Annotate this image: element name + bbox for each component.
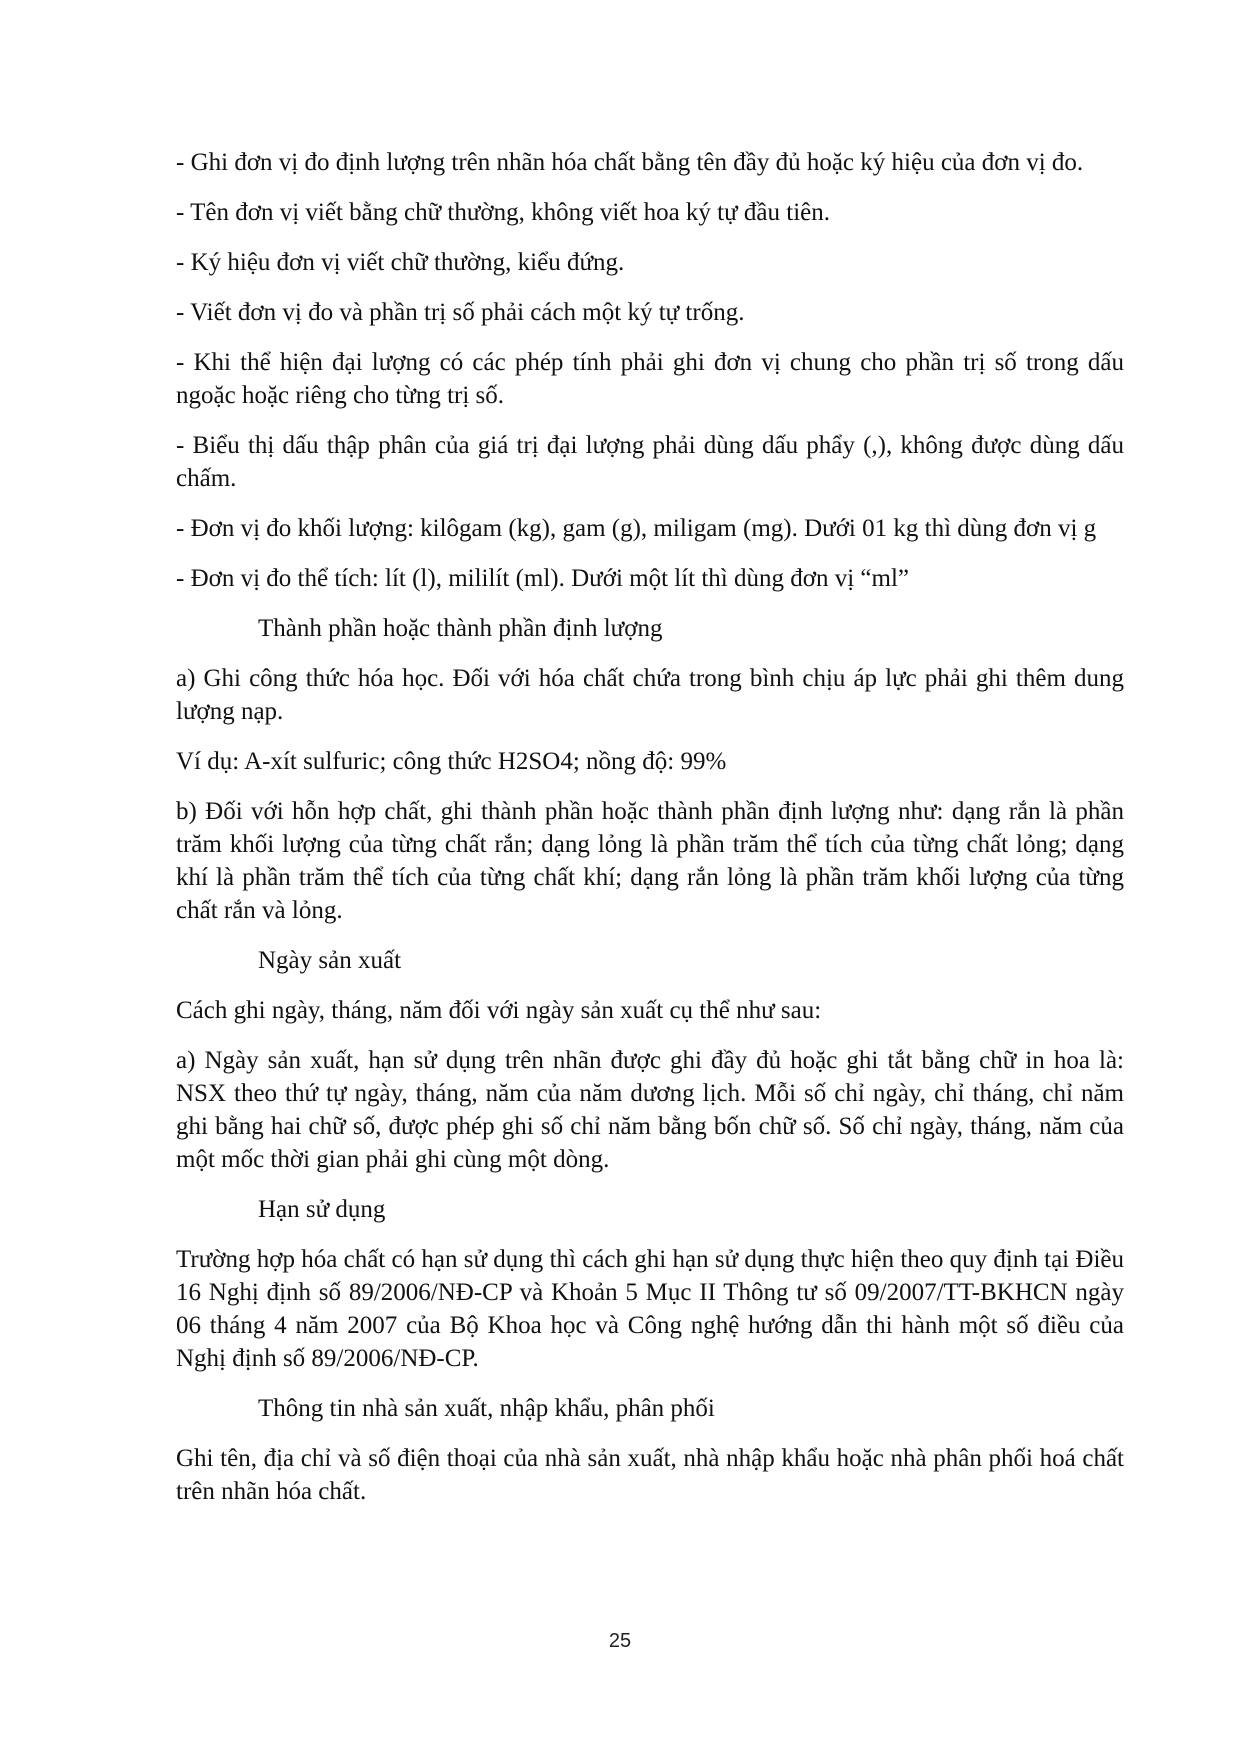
paragraph-mass-units: - Đơn vị đo khối lượng: kilôgam (kg), gam (g), miligam (mg). Dưới 01 kg thì dùng đơn vị g bbox=[176, 515, 1097, 542]
section-heading-composition: Thành phần hoặc thành phần định lượng bbox=[258, 615, 663, 642]
paragraph-expiry-rules: Trường hợp hóa chất có hạn sử dụng thì cách ghi hạn sử dụng thực hiện theo quy định tại Điều 16 Nghị định số 89/2006/NĐ-CP và Khoản 5 Mục II Thông tư số 09/2007/TT-BKHCN ngày 06 tháng 4 năm 2007 của Bộ Khoa học và Công nghệ hướng dẫn thi hành một số điều của Nghị định số 89/2006/NĐ-CP. bbox=[176, 1246, 1124, 1372]
paragraph-unit-name-or-symbol: - Ghi đơn vị đo định lượng trên nhãn hóa chất bằng tên đầy đủ hoặc ký hiệu của đơn vị đo. bbox=[176, 149, 1084, 176]
section-heading-manufacture-date: Ngày sản xuất bbox=[258, 947, 402, 974]
paragraph-decimal-separator: - Biểu thị dấu thập phân của giá trị đại lượng phải dùng dấu phẩy (,), không được dùng dấu chấm. bbox=[176, 432, 1124, 492]
paragraph-unit-calculations: - Khi thể hiện đại lượng có các phép tính phải ghi đơn vị chung cho phần trị số trong dấu ngoặc hoặc riêng cho từng trị số. bbox=[176, 349, 1124, 409]
paragraph-unit-spacing: - Viết đơn vị đo và phần trị số phải cách một ký tự trống. bbox=[176, 299, 745, 326]
paragraph-date-format-rules: a) Ngày sản xuất, hạn sử dụng trên nhãn được ghi đầy đủ hoặc ghi tắt bằng chữ in hoa là: NSX theo thứ tự ngày, tháng, năm của năm dương lịch. Mỗi số chỉ ngày, chỉ tháng, chỉ năm ghi bằng hai chữ số, được phép ghi số chỉ năm bằng bốn chữ số. Số chỉ ngày, tháng, năm của một mốc thời gian phải ghi cùng một dòng. bbox=[176, 1047, 1124, 1173]
section-heading-producer-info: Thông tin nhà sản xuất, nhập khẩu, phân phối bbox=[258, 1395, 715, 1422]
paragraph-mixture-composition: b) Đối với hỗn hợp chất, ghi thành phần hoặc thành phần định lượng như: dạng rắn là phần trăm khối lượng của từng chất rắn; dạng lỏng là phần trăm thể tích của từng chất lỏng; dạng khí là phần trăm thể tích của từng chất khí; dạng rắn lỏng là phần trăm khối lượng của từng chất rắn và lỏng. bbox=[176, 798, 1124, 924]
document-page bbox=[176, 146, 1124, 1525]
paragraph-producer-info: Ghi tên, địa chỉ và số điện thoại của nhà sản xuất, nhà nhập khẩu hoặc nhà phân phối hoá chất trên nhãn hóa chất. bbox=[176, 1445, 1124, 1505]
page-number: 25 bbox=[608, 1630, 632, 1652]
paragraph-date-format-intro: Cách ghi ngày, tháng, năm đối với ngày sản xuất cụ thể như sau: bbox=[176, 997, 822, 1024]
paragraph-unit-name-lowercase: - Tên đơn vị viết bằng chữ thường, không viết hoa ký tự đầu tiên. bbox=[176, 199, 831, 226]
paragraph-chemical-formula: a) Ghi công thức hóa học. Đối với hóa chất chứa trong bình chịu áp lực phải ghi thêm dung lượng nạp. bbox=[176, 665, 1124, 725]
section-heading-expiry-date: Hạn sử dụng bbox=[258, 1196, 386, 1223]
paragraph-unit-symbol-style: - Ký hiệu đơn vị viết chữ thường, kiểu đứng. bbox=[176, 249, 625, 276]
paragraph-example: Ví dụ: A-xít sulfuric; công thức H2SO4; nồng độ: 99% bbox=[176, 748, 727, 775]
paragraph-volume-units: - Đơn vị đo thể tích: lít (l), mililít (ml). Dưới một lít thì dùng đơn vị “ml” bbox=[176, 565, 910, 592]
